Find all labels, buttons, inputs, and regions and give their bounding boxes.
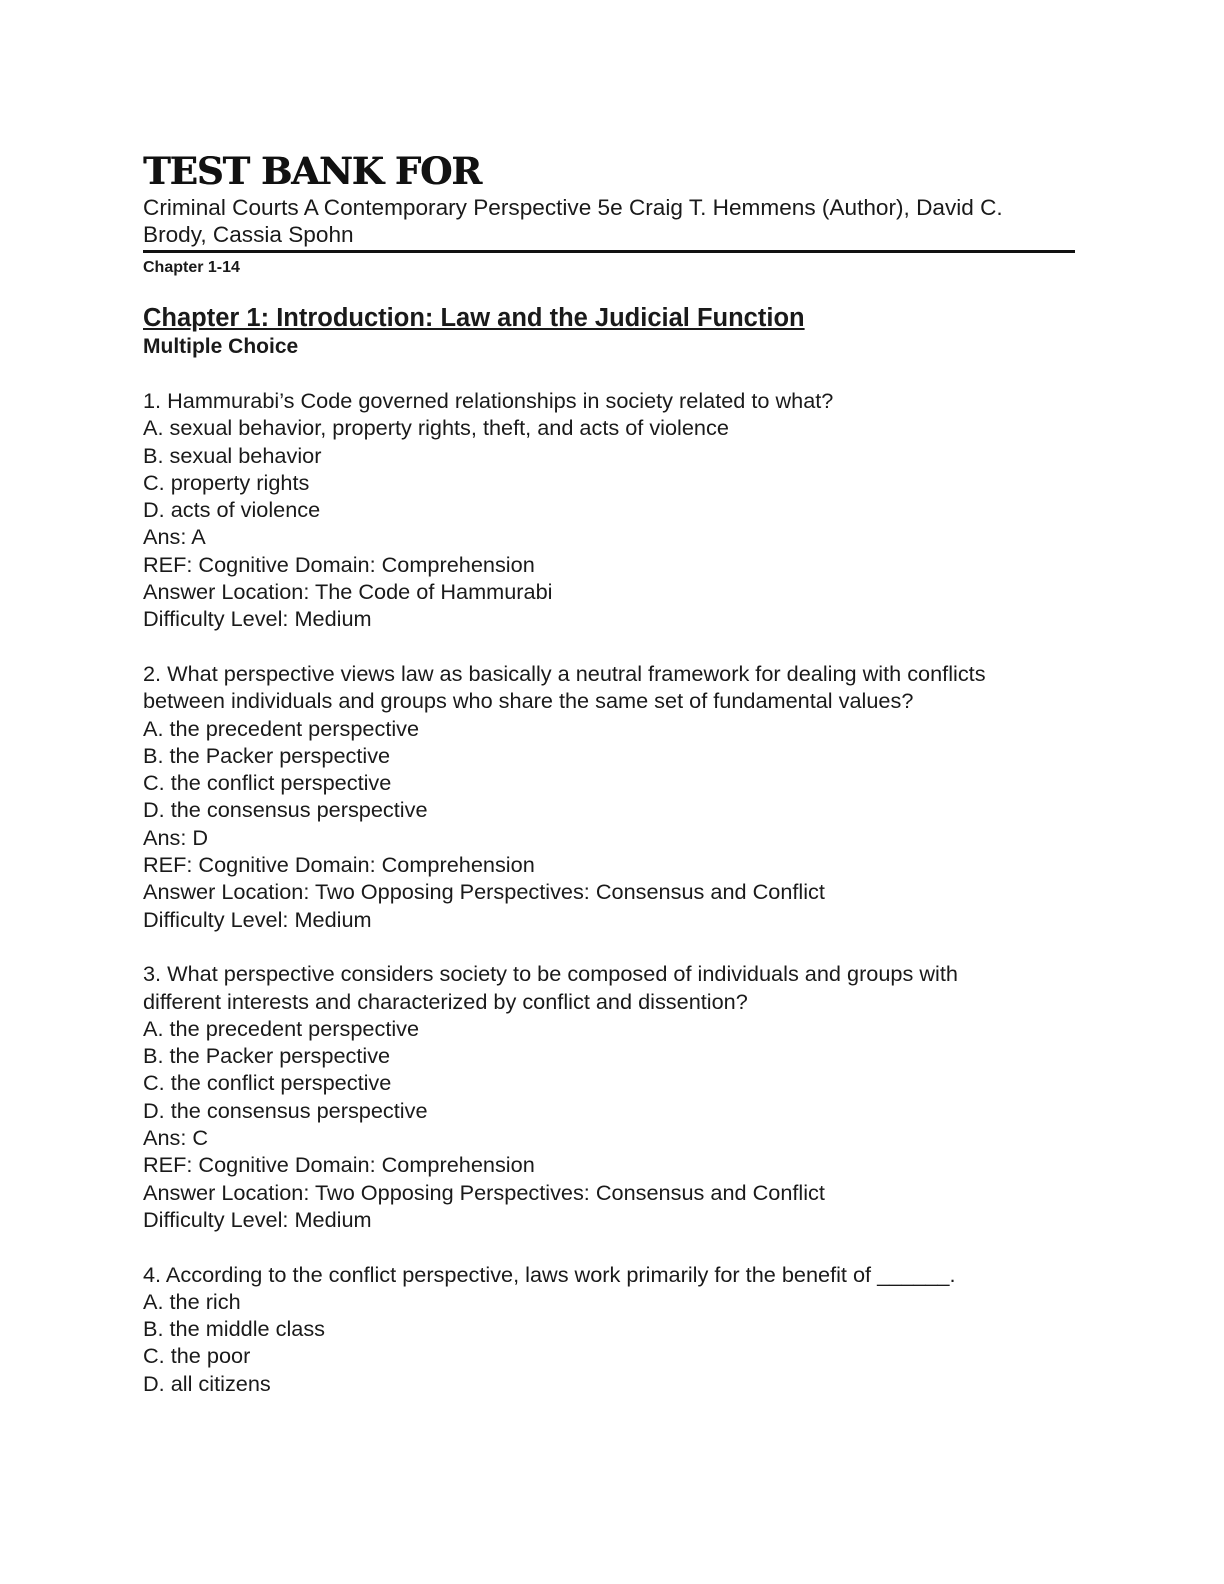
- answer-option-a: A. the precedent perspective: [143, 715, 420, 741]
- answer-option-b: B. the Packer perspective: [143, 1043, 391, 1069]
- answer-location: Answer Location: Two Opposing Perspectives: Consensus and Conflict: [143, 879, 825, 905]
- book-subtitle: [143, 194, 1075, 253]
- answer-location: Answer Location: Two Opposing Perspectives: Consensus and Conflict: [143, 1179, 825, 1205]
- document-title: TEST BANK FOR: [143, 149, 481, 193]
- answer-key: Ans: C: [143, 1125, 209, 1151]
- chapter-range: Chapter 1-14: [143, 259, 240, 276]
- question-1: [143, 387, 1075, 633]
- answer-option-c: C. the poor: [143, 1343, 251, 1369]
- section-label: Multiple Choice: [143, 335, 299, 358]
- answer-key: Ans: D: [143, 824, 209, 850]
- answer-option-a: A. the precedent perspective: [143, 1015, 420, 1041]
- question-stem: 4. According to the conflict perspective, laws work primarily for the benefit of ______.: [143, 1261, 956, 1287]
- answer-option-b: B. the Packer perspective: [143, 742, 391, 768]
- question-4: [143, 1261, 1075, 1397]
- subtitle-line-1: Criminal Courts A Contemporary Perspective 5e Craig T. Hemmens (Author), David C.: [143, 195, 1003, 220]
- question-2: [143, 660, 1075, 933]
- answer-option-c: C. the conflict perspective: [143, 770, 392, 796]
- answer-option-c: C. the conflict perspective: [143, 1070, 392, 1096]
- answer-location: Answer Location: The Code of Hammurabi: [143, 579, 553, 605]
- chapter-heading: Chapter 1: Introduction: Law and the Judicial Function: [143, 304, 805, 332]
- difficulty-level: Difficulty Level: Medium: [143, 606, 372, 632]
- difficulty-level: Difficulty Level: Medium: [143, 906, 372, 932]
- question-stem: 1. Hammurabi’s Code governed relationships in society related to what?: [143, 388, 834, 413]
- cognitive-ref: REF: Cognitive Domain: Comprehension: [143, 852, 535, 878]
- subtitle-line-2: Brody, Cassia Spohn: [143, 222, 354, 247]
- answer-option-d: D. the consensus perspective: [143, 797, 428, 823]
- cognitive-ref: REF: Cognitive Domain: Comprehension: [143, 551, 535, 577]
- question-stem-continued: between individuals and groups who share the same set of fundamental values?: [143, 688, 914, 714]
- answer-option-a: A. sexual behavior, property rights, theft, and acts of violence: [143, 415, 729, 441]
- answer-option-b: B. sexual behavior: [143, 442, 322, 468]
- difficulty-level: Difficulty Level: Medium: [143, 1206, 372, 1232]
- answer-key: Ans: A: [143, 524, 206, 550]
- question-stem-continued: different interests and characterized by conflict and dissention?: [143, 988, 748, 1014]
- answer-option-b: B. the middle class: [143, 1316, 326, 1342]
- question-3: [143, 960, 1075, 1233]
- answer-option-c: C. property rights: [143, 469, 310, 495]
- answer-option-d: D. acts of violence: [143, 497, 321, 523]
- question-stem: 2. What perspective views law as basically a neutral framework for dealing with conflicts: [143, 660, 986, 686]
- answer-option-d: D. all citizens: [143, 1370, 271, 1396]
- cognitive-ref: REF: Cognitive Domain: Comprehension: [143, 1152, 535, 1178]
- answer-option-a: A. the rich: [143, 1288, 241, 1314]
- question-list: [143, 387, 1075, 1397]
- question-stem: 3. What perspective considers society to be composed of individuals and groups with: [143, 961, 958, 987]
- answer-option-d: D. the consensus perspective: [143, 1097, 428, 1123]
- document-page: [143, 150, 1075, 1424]
